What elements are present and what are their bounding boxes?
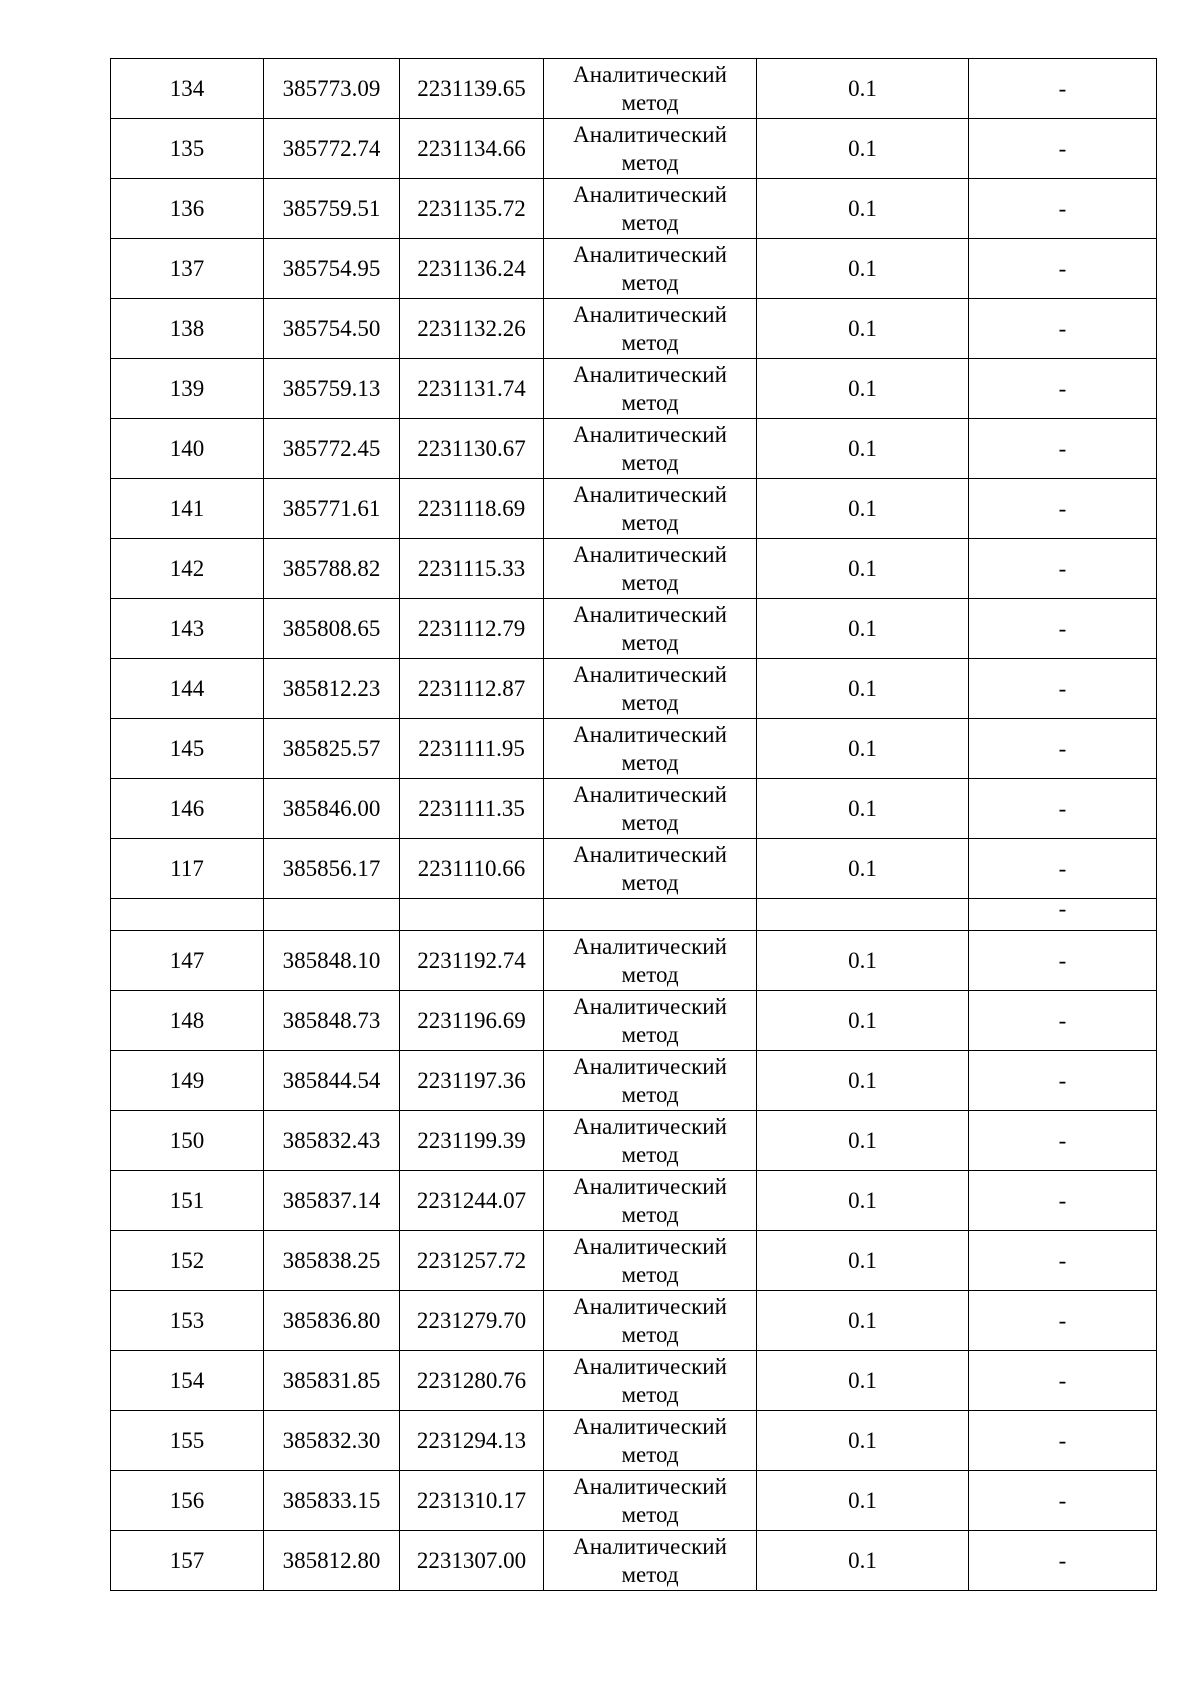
x-coordinate-cell: 385846.00: [264, 779, 400, 839]
y-coordinate-cell: 2231130.67: [400, 419, 544, 479]
y-coordinate-cell: 2231131.74: [400, 359, 544, 419]
table-row: [111, 1051, 1157, 1111]
accuracy-cell: 0.1: [757, 239, 969, 299]
y-coordinate-cell: 2231110.66: [400, 839, 544, 899]
note-cell: -: [969, 1291, 1157, 1351]
coordinates-table: [110, 58, 1157, 1591]
accuracy-cell: 0.1: [757, 1291, 969, 1351]
note-cell: -: [969, 931, 1157, 991]
method-line-1: Аналитический: [573, 1533, 727, 1559]
method-cell: [544, 119, 757, 179]
method-line-1: Аналитический: [573, 1053, 727, 1079]
point-number-cell: 117: [111, 839, 264, 899]
method-line-2: метод: [621, 689, 679, 715]
accuracy-cell: 0.1: [757, 1171, 969, 1231]
point-number-cell: 139: [111, 359, 264, 419]
note-cell: -: [969, 1231, 1157, 1291]
method-line-2: метод: [621, 389, 679, 415]
note-cell: -: [969, 899, 1157, 931]
table-row: [111, 539, 1157, 599]
method-line-1: Аналитический: [573, 181, 727, 207]
method-line-1: Аналитический: [573, 361, 727, 387]
x-coordinate-cell: 385848.10: [264, 931, 400, 991]
method-cell: [544, 839, 757, 899]
table-row: [111, 991, 1157, 1051]
method-line-2: метод: [621, 1021, 679, 1047]
note-cell: -: [969, 1051, 1157, 1111]
method-line-1: Аналитический: [573, 1473, 727, 1499]
method-line-1: Аналитический: [573, 1233, 727, 1259]
y-coordinate-cell: [400, 899, 544, 931]
point-number-cell: 156: [111, 1471, 264, 1531]
note-cell: -: [969, 119, 1157, 179]
x-coordinate-cell: 385771.61: [264, 479, 400, 539]
method-line-2: метод: [621, 269, 679, 295]
method-cell: [544, 1231, 757, 1291]
y-coordinate-cell: 2231199.39: [400, 1111, 544, 1171]
method-cell: [544, 599, 757, 659]
method-line-2: метод: [621, 1201, 679, 1227]
point-number-cell: 134: [111, 59, 264, 119]
x-coordinate-cell: 385812.80: [264, 1531, 400, 1591]
point-number-cell: 150: [111, 1111, 264, 1171]
method-line-2: метод: [621, 329, 679, 355]
method-cell: [544, 1351, 757, 1411]
method-line-1: Аналитический: [573, 933, 727, 959]
method-line-2: метод: [621, 149, 679, 175]
point-number-cell: 151: [111, 1171, 264, 1231]
y-coordinate-cell: 2231244.07: [400, 1171, 544, 1231]
y-coordinate-cell: 2231196.69: [400, 991, 544, 1051]
method-line-2: метод: [621, 209, 679, 235]
table-row: [111, 1411, 1157, 1471]
x-coordinate-cell: 385838.25: [264, 1231, 400, 1291]
method-line-1: Аналитический: [573, 601, 727, 627]
method-line-1: Аналитический: [573, 841, 727, 867]
accuracy-cell: 0.1: [757, 1051, 969, 1111]
point-number-cell: 135: [111, 119, 264, 179]
x-coordinate-cell: 385759.13: [264, 359, 400, 419]
x-coordinate-cell: 385837.14: [264, 1171, 400, 1231]
y-coordinate-cell: 2231135.72: [400, 179, 544, 239]
x-coordinate-cell: [264, 899, 400, 931]
y-coordinate-cell: 2231310.17: [400, 1471, 544, 1531]
method-cell: [544, 539, 757, 599]
table-row: [111, 479, 1157, 539]
y-coordinate-cell: 2231112.79: [400, 599, 544, 659]
method-cell: [544, 1411, 757, 1471]
y-coordinate-cell: 2231280.76: [400, 1351, 544, 1411]
method-cell: [544, 659, 757, 719]
point-number-cell: 144: [111, 659, 264, 719]
y-coordinate-cell: 2231139.65: [400, 59, 544, 119]
y-coordinate-cell: 2231257.72: [400, 1231, 544, 1291]
y-coordinate-cell: 2231115.33: [400, 539, 544, 599]
point-number-cell: 149: [111, 1051, 264, 1111]
point-number-cell: 155: [111, 1411, 264, 1471]
table-row: [111, 419, 1157, 479]
method-line-2: метод: [621, 569, 679, 595]
point-number-cell: 157: [111, 1531, 264, 1591]
method-line-2: метод: [621, 629, 679, 655]
point-number-cell: 153: [111, 1291, 264, 1351]
x-coordinate-cell: 385754.95: [264, 239, 400, 299]
table-row: [111, 239, 1157, 299]
method-cell: [544, 479, 757, 539]
x-coordinate-cell: 385772.74: [264, 119, 400, 179]
accuracy-cell: 0.1: [757, 419, 969, 479]
table-row: [111, 719, 1157, 779]
point-number-cell: 145: [111, 719, 264, 779]
note-cell: -: [969, 1411, 1157, 1471]
x-coordinate-cell: 385754.50: [264, 299, 400, 359]
point-number-cell: 147: [111, 931, 264, 991]
method-line-2: метод: [621, 1261, 679, 1287]
table-row: [111, 931, 1157, 991]
accuracy-cell: 0.1: [757, 299, 969, 359]
y-coordinate-cell: 2231134.66: [400, 119, 544, 179]
method-cell: [544, 1291, 757, 1351]
x-coordinate-cell: 385825.57: [264, 719, 400, 779]
method-line-1: Аналитический: [573, 421, 727, 447]
note-cell: -: [969, 1471, 1157, 1531]
table-row: [111, 359, 1157, 419]
note-cell: -: [969, 719, 1157, 779]
x-coordinate-cell: 385772.45: [264, 419, 400, 479]
accuracy-cell: 0.1: [757, 1411, 969, 1471]
x-coordinate-cell: 385808.65: [264, 599, 400, 659]
method-line-2: метод: [621, 509, 679, 535]
method-line-2: метод: [621, 1081, 679, 1107]
point-number-cell: 141: [111, 479, 264, 539]
x-coordinate-cell: 385836.80: [264, 1291, 400, 1351]
method-line-1: Аналитический: [573, 1293, 727, 1319]
method-cell: [544, 931, 757, 991]
x-coordinate-cell: 385773.09: [264, 59, 400, 119]
method-line-1: Аналитический: [573, 61, 727, 87]
accuracy-cell: 0.1: [757, 59, 969, 119]
x-coordinate-cell: 385759.51: [264, 179, 400, 239]
accuracy-cell: 0.1: [757, 539, 969, 599]
y-coordinate-cell: 2231118.69: [400, 479, 544, 539]
table-row: [111, 1531, 1157, 1591]
table-row: [111, 59, 1157, 119]
method-line-2: метод: [621, 1501, 679, 1527]
x-coordinate-cell: 385831.85: [264, 1351, 400, 1411]
method-line-1: Аналитический: [573, 1113, 727, 1139]
y-coordinate-cell: 2231111.95: [400, 719, 544, 779]
method-cell: [544, 419, 757, 479]
method-line-1: Аналитический: [573, 241, 727, 267]
method-line-1: Аналитический: [573, 1413, 727, 1439]
method-line-1: Аналитический: [573, 301, 727, 327]
accuracy-cell: 0.1: [757, 479, 969, 539]
accuracy-cell: 0.1: [757, 991, 969, 1051]
point-number-cell: 137: [111, 239, 264, 299]
note-cell: -: [969, 779, 1157, 839]
note-cell: -: [969, 1531, 1157, 1591]
note-cell: -: [969, 59, 1157, 119]
note-cell: -: [969, 1351, 1157, 1411]
note-cell: -: [969, 479, 1157, 539]
method-cell: [544, 1471, 757, 1531]
method-line-1: Аналитический: [573, 661, 727, 687]
accuracy-cell: [757, 899, 969, 931]
x-coordinate-cell: 385788.82: [264, 539, 400, 599]
table-row: [111, 119, 1157, 179]
note-cell: -: [969, 539, 1157, 599]
accuracy-cell: 0.1: [757, 1351, 969, 1411]
accuracy-cell: 0.1: [757, 839, 969, 899]
note-cell: -: [969, 599, 1157, 659]
method-cell: [544, 239, 757, 299]
accuracy-cell: 0.1: [757, 719, 969, 779]
x-coordinate-cell: 385856.17: [264, 839, 400, 899]
x-coordinate-cell: 385832.43: [264, 1111, 400, 1171]
table-row: [111, 659, 1157, 719]
accuracy-cell: 0.1: [757, 359, 969, 419]
method-cell: [544, 899, 757, 931]
y-coordinate-cell: 2231294.13: [400, 1411, 544, 1471]
note-cell: -: [969, 839, 1157, 899]
accuracy-cell: 0.1: [757, 179, 969, 239]
table-row: [111, 779, 1157, 839]
accuracy-cell: 0.1: [757, 1231, 969, 1291]
note-cell: -: [969, 299, 1157, 359]
y-coordinate-cell: 2231197.36: [400, 1051, 544, 1111]
note-cell: -: [969, 179, 1157, 239]
method-cell: [544, 359, 757, 419]
method-cell: [544, 779, 757, 839]
method-line-2: метод: [621, 449, 679, 475]
method-line-2: метод: [621, 1381, 679, 1407]
method-cell: [544, 719, 757, 779]
note-cell: -: [969, 991, 1157, 1051]
method-cell: [544, 1051, 757, 1111]
y-coordinate-cell: 2231307.00: [400, 1531, 544, 1591]
method-line-2: метод: [621, 1441, 679, 1467]
coordinates-table-body: [111, 59, 1157, 1591]
method-line-1: Аналитический: [573, 1173, 727, 1199]
x-coordinate-cell: 385833.15: [264, 1471, 400, 1531]
y-coordinate-cell: 2231112.87: [400, 659, 544, 719]
method-line-1: Аналитический: [573, 541, 727, 567]
method-line-2: метод: [621, 1561, 679, 1587]
table-row: [111, 179, 1157, 239]
method-cell: [544, 1531, 757, 1591]
method-line-2: метод: [621, 809, 679, 835]
point-number-cell: [111, 899, 264, 931]
method-cell: [544, 1171, 757, 1231]
y-coordinate-cell: 2231192.74: [400, 931, 544, 991]
method-line-1: Аналитический: [573, 121, 727, 147]
table-row: [111, 1351, 1157, 1411]
method-line-2: метод: [621, 869, 679, 895]
x-coordinate-cell: 385812.23: [264, 659, 400, 719]
accuracy-cell: 0.1: [757, 1111, 969, 1171]
accuracy-cell: 0.1: [757, 599, 969, 659]
method-line-1: Аналитический: [573, 481, 727, 507]
point-number-cell: 154: [111, 1351, 264, 1411]
point-number-cell: 152: [111, 1231, 264, 1291]
table-row: [111, 1171, 1157, 1231]
point-number-cell: 136: [111, 179, 264, 239]
y-coordinate-cell: 2231132.26: [400, 299, 544, 359]
accuracy-cell: 0.1: [757, 779, 969, 839]
table-row: [111, 599, 1157, 659]
table-row: [111, 1111, 1157, 1171]
table-row: [111, 299, 1157, 359]
table-row: [111, 1291, 1157, 1351]
method-cell: [544, 991, 757, 1051]
accuracy-cell: 0.1: [757, 659, 969, 719]
x-coordinate-cell: 385848.73: [264, 991, 400, 1051]
method-cell: [544, 179, 757, 239]
method-line-2: метод: [621, 1321, 679, 1347]
accuracy-cell: 0.1: [757, 931, 969, 991]
method-line-1: Аналитический: [573, 993, 727, 1019]
note-cell: -: [969, 419, 1157, 479]
accuracy-cell: 0.1: [757, 119, 969, 179]
method-line-2: метод: [621, 961, 679, 987]
method-cell: [544, 59, 757, 119]
x-coordinate-cell: 385832.30: [264, 1411, 400, 1471]
method-line-1: Аналитический: [573, 721, 727, 747]
table-row: [111, 899, 1157, 931]
point-number-cell: 146: [111, 779, 264, 839]
note-cell: -: [969, 1171, 1157, 1231]
table-row: [111, 839, 1157, 899]
note-cell: -: [969, 239, 1157, 299]
table-row: [111, 1231, 1157, 1291]
accuracy-cell: 0.1: [757, 1531, 969, 1591]
note-cell: -: [969, 1111, 1157, 1171]
point-number-cell: 148: [111, 991, 264, 1051]
point-number-cell: 143: [111, 599, 264, 659]
method-cell: [544, 1111, 757, 1171]
note-cell: -: [969, 659, 1157, 719]
note-cell: -: [969, 359, 1157, 419]
point-number-cell: 140: [111, 419, 264, 479]
method-line-2: метод: [621, 1141, 679, 1167]
method-line-1: Аналитический: [573, 781, 727, 807]
y-coordinate-cell: 2231111.35: [400, 779, 544, 839]
table-row: [111, 1471, 1157, 1531]
x-coordinate-cell: 385844.54: [264, 1051, 400, 1111]
method-line-2: метод: [621, 89, 679, 115]
point-number-cell: 138: [111, 299, 264, 359]
y-coordinate-cell: 2231136.24: [400, 239, 544, 299]
point-number-cell: 142: [111, 539, 264, 599]
method-line-1: Аналитический: [573, 1353, 727, 1379]
y-coordinate-cell: 2231279.70: [400, 1291, 544, 1351]
accuracy-cell: 0.1: [757, 1471, 969, 1531]
method-cell: [544, 299, 757, 359]
method-line-2: метод: [621, 749, 679, 775]
